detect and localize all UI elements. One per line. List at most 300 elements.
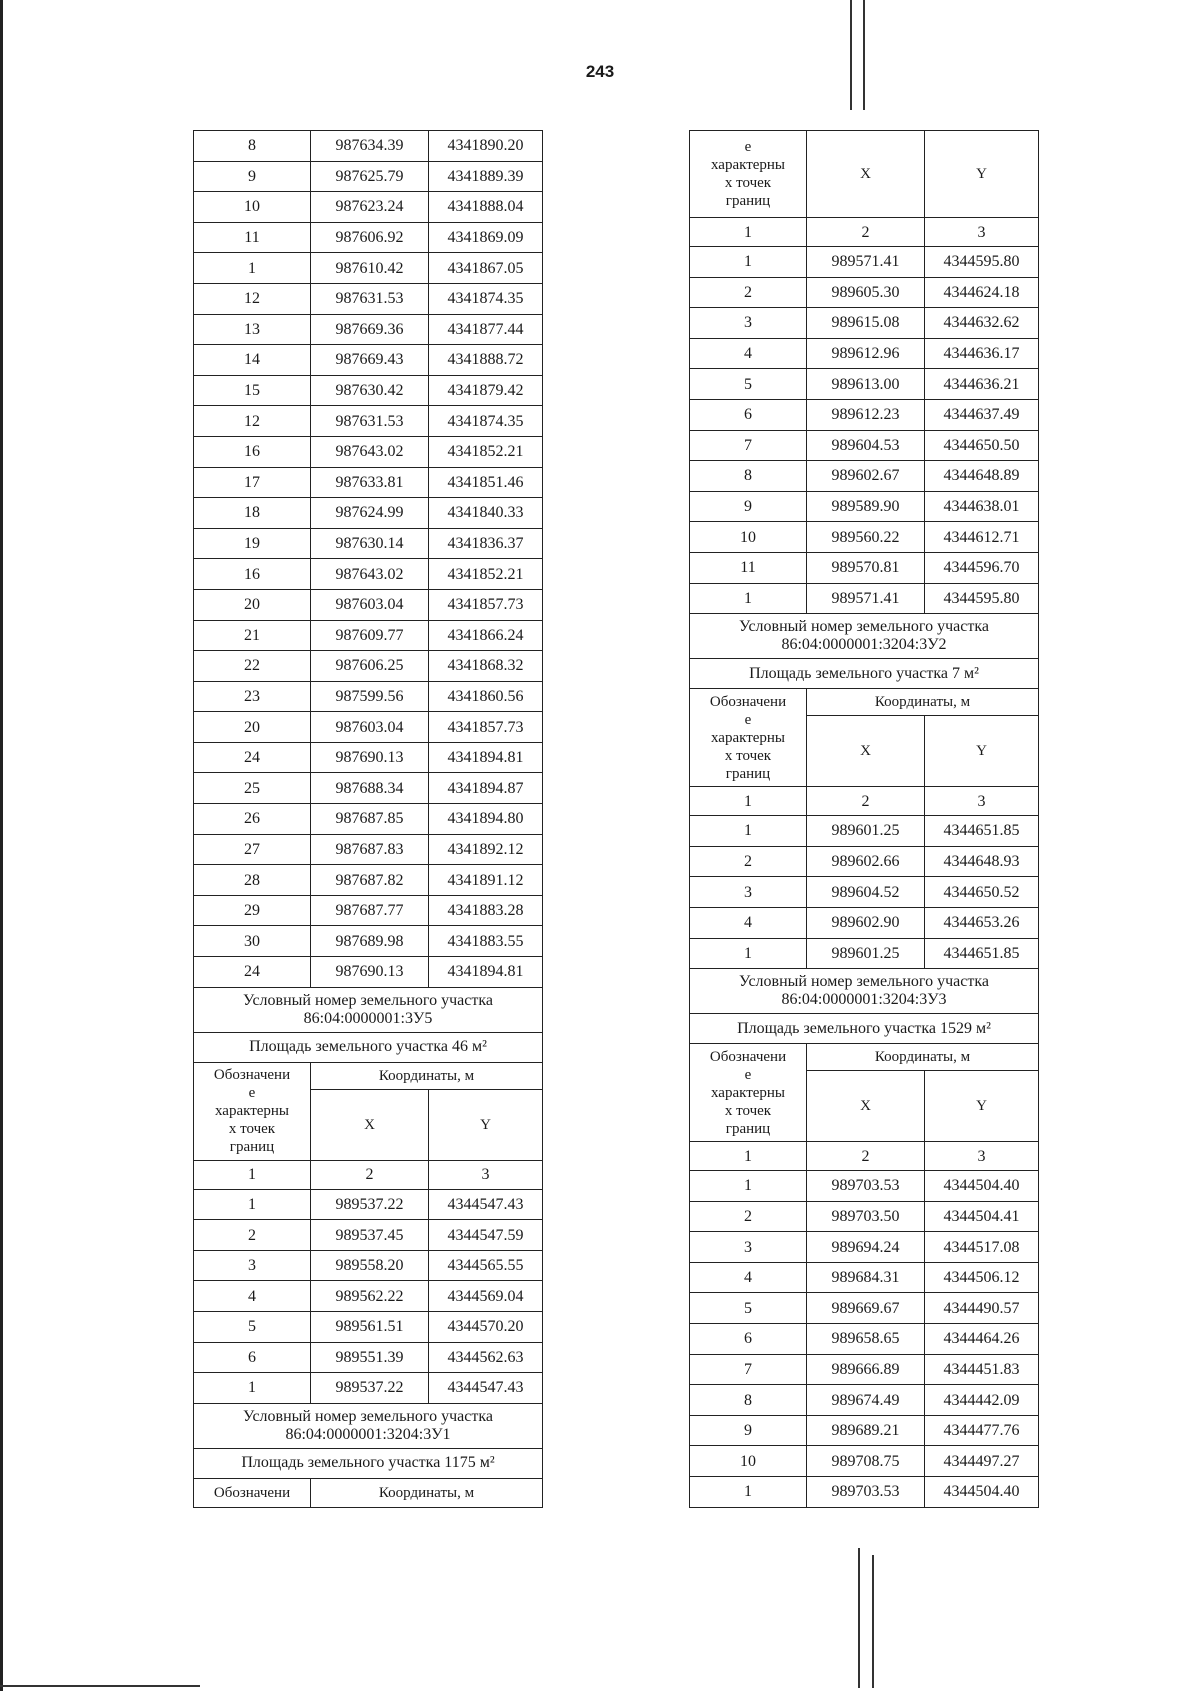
scan-binding-line bbox=[850, 0, 852, 110]
point-number-cell: 12 bbox=[194, 283, 311, 314]
y-coordinate-cell: 4341889.39 bbox=[429, 161, 543, 192]
y-coordinate-cell: 4344648.89 bbox=[925, 461, 1039, 492]
y-coordinate-cell: 4341883.28 bbox=[429, 895, 543, 926]
y-coordinate-cell: 4344464.26 bbox=[925, 1324, 1039, 1355]
table-row bbox=[194, 161, 543, 192]
table-row bbox=[690, 430, 1039, 461]
x-coordinate-cell: 989703.53 bbox=[807, 1171, 925, 1202]
table-row bbox=[690, 1293, 1039, 1324]
point-number-cell: 9 bbox=[690, 1415, 807, 1446]
y-coordinate-cell: 4341836.37 bbox=[429, 528, 543, 559]
x-coordinate-cell: 987606.92 bbox=[311, 222, 429, 253]
table-row bbox=[690, 907, 1039, 938]
table-row bbox=[690, 1171, 1039, 1202]
x-coordinate-cell: 987625.79 bbox=[311, 161, 429, 192]
x-coordinate-cell: 987631.53 bbox=[311, 406, 429, 437]
y-coordinate-cell: 4344451.83 bbox=[925, 1354, 1039, 1385]
x-axis-header: X bbox=[807, 131, 925, 218]
x-coordinate-cell: 989658.65 bbox=[807, 1324, 925, 1355]
y-coordinate-cell: 4341890.20 bbox=[429, 131, 543, 162]
column-number-cell: 1 bbox=[194, 1160, 311, 1189]
y-coordinate-cell: 4341874.35 bbox=[429, 283, 543, 314]
table-row bbox=[194, 589, 543, 620]
column-number-cell: 2 bbox=[807, 1142, 925, 1171]
point-number-cell: 2 bbox=[690, 846, 807, 877]
x-coordinate-cell: 987689.98 bbox=[311, 926, 429, 957]
y-coordinate-cell: 4344442.09 bbox=[925, 1385, 1039, 1416]
x-coordinate-cell: 989703.53 bbox=[807, 1477, 925, 1508]
x-coordinate-cell: 989537.22 bbox=[311, 1373, 429, 1404]
point-number-cell: 25 bbox=[194, 773, 311, 804]
table-row bbox=[194, 467, 543, 498]
x-coordinate-cell: 989612.96 bbox=[807, 338, 925, 369]
table-row bbox=[690, 552, 1039, 583]
table-row bbox=[690, 1262, 1039, 1293]
point-number-cell: 6 bbox=[194, 1342, 311, 1373]
x-coordinate-cell: 987609.77 bbox=[311, 620, 429, 651]
point-number-cell: 1 bbox=[690, 247, 807, 278]
point-number-cell: 3 bbox=[194, 1250, 311, 1281]
column-number-cell: 3 bbox=[429, 1160, 543, 1189]
column-number-row bbox=[690, 1142, 1039, 1171]
point-number-cell: 1 bbox=[690, 816, 807, 847]
y-coordinate-cell: 4341888.72 bbox=[429, 345, 543, 376]
x-coordinate-cell: 989674.49 bbox=[807, 1385, 925, 1416]
y-coordinate-cell: 4341867.05 bbox=[429, 253, 543, 284]
point-number-cell: 3 bbox=[690, 877, 807, 908]
x-axis-header: X bbox=[807, 1071, 925, 1142]
parcel-area-label: Площадь земельного участка 7 м² bbox=[690, 659, 1039, 689]
table-row bbox=[194, 834, 543, 865]
point-number-cell: 21 bbox=[194, 620, 311, 651]
point-number-cell: 23 bbox=[194, 681, 311, 712]
point-number-cell: 12 bbox=[194, 406, 311, 437]
x-coordinate-cell: 989604.53 bbox=[807, 430, 925, 461]
parcel-area-label-row bbox=[194, 1448, 543, 1478]
column-number-row bbox=[194, 1160, 543, 1189]
y-coordinate-cell: 4344638.01 bbox=[925, 491, 1039, 522]
table-row bbox=[194, 192, 543, 223]
point-number-cell: 8 bbox=[690, 461, 807, 492]
point-number-cell: 22 bbox=[194, 651, 311, 682]
parcel-number-label-row bbox=[690, 614, 1039, 659]
point-number-cell: 13 bbox=[194, 314, 311, 345]
y-coordinate-cell: 4341857.73 bbox=[429, 712, 543, 743]
parcel-area-label: Площадь земельного участка 46 м² bbox=[194, 1032, 543, 1062]
x-coordinate-cell: 989601.25 bbox=[807, 938, 925, 969]
column-number-cell: 2 bbox=[311, 1160, 429, 1189]
point-number-cell: 7 bbox=[690, 1354, 807, 1385]
point-number-cell: 1 bbox=[690, 1477, 807, 1508]
y-coordinate-cell: 4344565.55 bbox=[429, 1250, 543, 1281]
y-coordinate-cell: 4344547.43 bbox=[429, 1189, 543, 1220]
point-number-cell: 30 bbox=[194, 926, 311, 957]
left-coordinates-table bbox=[193, 130, 543, 1508]
point-number-cell: 15 bbox=[194, 375, 311, 406]
column-number-cell: 3 bbox=[925, 218, 1039, 247]
x-coordinate-cell: 989570.81 bbox=[807, 552, 925, 583]
x-coordinate-cell: 989571.41 bbox=[807, 247, 925, 278]
table-row bbox=[194, 681, 543, 712]
x-coordinate-cell: 989703.50 bbox=[807, 1201, 925, 1232]
point-number-cell: 4 bbox=[690, 907, 807, 938]
parcel-area-label-row bbox=[194, 1032, 543, 1062]
x-coordinate-cell: 987631.53 bbox=[311, 283, 429, 314]
y-coordinate-cell: 4344570.20 bbox=[429, 1312, 543, 1343]
point-number-cell: 2 bbox=[690, 277, 807, 308]
parcel-area-label-row bbox=[690, 1014, 1039, 1044]
table-row bbox=[690, 1477, 1039, 1508]
x-coordinate-cell: 989558.20 bbox=[311, 1250, 429, 1281]
column-number-row bbox=[690, 787, 1039, 816]
x-coordinate-cell: 987624.99 bbox=[311, 498, 429, 529]
header-row bbox=[690, 689, 1039, 716]
point-number-cell: 16 bbox=[194, 436, 311, 467]
x-coordinate-cell: 989551.39 bbox=[311, 1342, 429, 1373]
y-coordinate-cell: 4341840.33 bbox=[429, 498, 543, 529]
y-coordinate-cell: 4341866.24 bbox=[429, 620, 543, 651]
y-coordinate-cell: 4344632.62 bbox=[925, 308, 1039, 339]
x-coordinate-cell: 989560.22 bbox=[807, 522, 925, 553]
x-coordinate-cell: 989605.30 bbox=[807, 277, 925, 308]
x-coordinate-cell: 987669.43 bbox=[311, 345, 429, 376]
table-row bbox=[194, 559, 543, 590]
scan-binding-line bbox=[858, 1548, 860, 1688]
x-coordinate-cell: 989601.25 bbox=[807, 816, 925, 847]
x-coordinate-cell: 987603.04 bbox=[311, 589, 429, 620]
table-row bbox=[194, 283, 543, 314]
table-row bbox=[690, 308, 1039, 339]
table-row bbox=[194, 253, 543, 284]
table-row bbox=[690, 277, 1039, 308]
x-coordinate-cell: 989562.22 bbox=[311, 1281, 429, 1312]
table-row bbox=[194, 742, 543, 773]
point-number-cell: 18 bbox=[194, 498, 311, 529]
column-number-cell: 2 bbox=[807, 218, 925, 247]
header-row bbox=[194, 1478, 543, 1507]
y-coordinate-cell: 4341852.21 bbox=[429, 559, 543, 590]
x-coordinate-cell: 987688.34 bbox=[311, 773, 429, 804]
table-row bbox=[690, 938, 1039, 969]
table-row bbox=[194, 222, 543, 253]
x-coordinate-cell: 987603.04 bbox=[311, 712, 429, 743]
y-coordinate-cell: 4344651.85 bbox=[925, 938, 1039, 969]
page-number: 243 bbox=[585, 62, 615, 81]
table-row bbox=[690, 816, 1039, 847]
point-number-cell: 29 bbox=[194, 895, 311, 926]
y-coordinate-cell: 4344504.41 bbox=[925, 1201, 1039, 1232]
point-number-cell: 14 bbox=[194, 345, 311, 376]
x-coordinate-cell: 989615.08 bbox=[807, 308, 925, 339]
point-number-cell: 24 bbox=[194, 742, 311, 773]
point-number-cell: 20 bbox=[194, 712, 311, 743]
y-coordinate-cell: 4344497.27 bbox=[925, 1446, 1039, 1477]
point-number-cell: 2 bbox=[194, 1220, 311, 1251]
y-coordinate-cell: 4344562.63 bbox=[429, 1342, 543, 1373]
x-coordinate-cell: 989708.75 bbox=[807, 1446, 925, 1477]
y-coordinate-cell: 4341857.73 bbox=[429, 589, 543, 620]
table-row bbox=[690, 1232, 1039, 1263]
parcel-number-label: Условный номер земельного участка 86:04:0000001:3204:3У3 bbox=[690, 969, 1039, 1014]
point-number-cell: 1 bbox=[194, 253, 311, 284]
point-number-cell: 20 bbox=[194, 589, 311, 620]
table-row bbox=[194, 957, 543, 988]
table-row bbox=[194, 1189, 543, 1220]
point-number-cell: 6 bbox=[690, 399, 807, 430]
y-coordinate-cell: 4341860.56 bbox=[429, 681, 543, 712]
x-coordinate-cell: 989561.51 bbox=[311, 1312, 429, 1343]
point-number-cell: 9 bbox=[194, 161, 311, 192]
y-coordinate-cell: 4344595.80 bbox=[925, 583, 1039, 614]
y-coordinate-cell: 4344569.04 bbox=[429, 1281, 543, 1312]
point-number-cell: 5 bbox=[194, 1312, 311, 1343]
table-row bbox=[690, 247, 1039, 278]
y-coordinate-cell: 4344490.57 bbox=[925, 1293, 1039, 1324]
header-row bbox=[690, 131, 1039, 218]
table-row bbox=[690, 1354, 1039, 1385]
designation-header: Обозначени е характерны х точек границ bbox=[690, 689, 807, 787]
x-coordinate-cell: 987599.56 bbox=[311, 681, 429, 712]
x-coordinate-cell: 987687.82 bbox=[311, 865, 429, 896]
table-row bbox=[194, 375, 543, 406]
table-row bbox=[194, 712, 543, 743]
designation-header: е характерны х точек границ bbox=[690, 131, 807, 218]
header-row bbox=[194, 1062, 543, 1089]
point-number-cell: 1 bbox=[690, 583, 807, 614]
point-number-cell: 3 bbox=[690, 308, 807, 339]
point-number-cell: 19 bbox=[194, 528, 311, 559]
point-number-cell: 7 bbox=[690, 430, 807, 461]
table-row bbox=[194, 895, 543, 926]
header-row bbox=[690, 1044, 1039, 1071]
table-row bbox=[690, 1324, 1039, 1355]
y-coordinate-cell: 4341868.32 bbox=[429, 651, 543, 682]
table-row bbox=[690, 1446, 1039, 1477]
point-number-cell: 5 bbox=[690, 1293, 807, 1324]
coordinates-header: Координаты, м bbox=[807, 1044, 1039, 1071]
x-coordinate-cell: 987687.85 bbox=[311, 804, 429, 835]
y-coordinate-cell: 4344624.18 bbox=[925, 277, 1039, 308]
point-number-cell: 10 bbox=[690, 1446, 807, 1477]
y-coordinate-cell: 4341894.87 bbox=[429, 773, 543, 804]
point-number-cell: 9 bbox=[690, 491, 807, 522]
x-coordinate-cell: 989604.52 bbox=[807, 877, 925, 908]
table-row bbox=[690, 461, 1039, 492]
y-coordinate-cell: 4344648.93 bbox=[925, 846, 1039, 877]
y-coordinate-cell: 4341894.80 bbox=[429, 804, 543, 835]
column-number-cell: 1 bbox=[690, 787, 807, 816]
table-row bbox=[690, 338, 1039, 369]
x-coordinate-cell: 987630.42 bbox=[311, 375, 429, 406]
table-row bbox=[194, 773, 543, 804]
point-number-cell: 1 bbox=[194, 1189, 311, 1220]
point-number-cell: 16 bbox=[194, 559, 311, 590]
x-coordinate-cell: 987690.13 bbox=[311, 742, 429, 773]
designation-header: Обозначени е характерны х точек границ bbox=[194, 1062, 311, 1160]
designation-header: Обозначени bbox=[194, 1478, 311, 1507]
x-coordinate-cell: 989537.45 bbox=[311, 1220, 429, 1251]
point-number-cell: 10 bbox=[194, 192, 311, 223]
x-coordinate-cell: 987633.81 bbox=[311, 467, 429, 498]
x-coordinate-cell: 987634.39 bbox=[311, 131, 429, 162]
y-coordinate-cell: 4344650.52 bbox=[925, 877, 1039, 908]
point-number-cell: 17 bbox=[194, 467, 311, 498]
y-coordinate-cell: 4341879.42 bbox=[429, 375, 543, 406]
y-coordinate-cell: 4344596.70 bbox=[925, 552, 1039, 583]
column-number-row bbox=[690, 218, 1039, 247]
x-coordinate-cell: 987630.14 bbox=[311, 528, 429, 559]
point-number-cell: 4 bbox=[690, 338, 807, 369]
y-axis-header: Y bbox=[925, 1071, 1039, 1142]
point-number-cell: 5 bbox=[690, 369, 807, 400]
point-number-cell: 3 bbox=[690, 1232, 807, 1263]
x-coordinate-cell: 987687.77 bbox=[311, 895, 429, 926]
point-number-cell: 26 bbox=[194, 804, 311, 835]
point-number-cell: 4 bbox=[194, 1281, 311, 1312]
parcel-area-label: Площадь земельного участка 1529 м² bbox=[690, 1014, 1039, 1044]
column-number-cell: 3 bbox=[925, 1142, 1039, 1171]
y-coordinate-cell: 4344547.59 bbox=[429, 1220, 543, 1251]
parcel-area-label-row bbox=[690, 659, 1039, 689]
point-number-cell: 11 bbox=[194, 222, 311, 253]
x-coordinate-cell: 989689.21 bbox=[807, 1415, 925, 1446]
y-coordinate-cell: 4341892.12 bbox=[429, 834, 543, 865]
x-coordinate-cell: 989602.66 bbox=[807, 846, 925, 877]
coordinates-header: Координаты, м bbox=[311, 1062, 543, 1089]
x-axis-header: X bbox=[311, 1089, 429, 1160]
parcel-number-label-row bbox=[690, 969, 1039, 1014]
table-row bbox=[194, 1281, 543, 1312]
x-coordinate-cell: 987610.42 bbox=[311, 253, 429, 284]
table-row bbox=[690, 1415, 1039, 1446]
table-row bbox=[690, 491, 1039, 522]
y-coordinate-cell: 4344504.40 bbox=[925, 1171, 1039, 1202]
point-number-cell: 1 bbox=[690, 1171, 807, 1202]
x-axis-header: X bbox=[807, 716, 925, 787]
parcel-number-label: Условный номер земельного участка 86:04:0000001:3204:3У1 bbox=[194, 1403, 543, 1448]
parcel-number-label-row bbox=[194, 987, 543, 1032]
y-axis-header: Y bbox=[429, 1089, 543, 1160]
scan-bottom-rule bbox=[0, 1685, 200, 1687]
table-row bbox=[194, 314, 543, 345]
scan-edge-line bbox=[0, 0, 3, 1691]
point-number-cell: 2 bbox=[690, 1201, 807, 1232]
y-coordinate-cell: 4344504.40 bbox=[925, 1477, 1039, 1508]
point-number-cell: 1 bbox=[194, 1373, 311, 1404]
table-row bbox=[194, 620, 543, 651]
y-coordinate-cell: 4344636.21 bbox=[925, 369, 1039, 400]
designation-header: Обозначени е характерны х точек границ bbox=[690, 1044, 807, 1142]
y-coordinate-cell: 4344637.49 bbox=[925, 399, 1039, 430]
y-coordinate-cell: 4344595.80 bbox=[925, 247, 1039, 278]
x-coordinate-cell: 989537.22 bbox=[311, 1189, 429, 1220]
coordinates-header: Координаты, м bbox=[807, 689, 1039, 716]
point-number-cell: 8 bbox=[690, 1385, 807, 1416]
point-number-cell: 28 bbox=[194, 865, 311, 896]
column-number-cell: 1 bbox=[690, 218, 807, 247]
y-axis-header: Y bbox=[925, 716, 1039, 787]
table-row bbox=[194, 406, 543, 437]
table-row bbox=[690, 522, 1039, 553]
right-coordinates-table bbox=[689, 130, 1039, 1508]
x-coordinate-cell: 987687.83 bbox=[311, 834, 429, 865]
y-coordinate-cell: 4341894.81 bbox=[429, 742, 543, 773]
scan-binding-line bbox=[863, 0, 865, 110]
column-number-cell: 3 bbox=[925, 787, 1039, 816]
column-number-cell: 1 bbox=[690, 1142, 807, 1171]
y-coordinate-cell: 4344653.26 bbox=[925, 907, 1039, 938]
x-coordinate-cell: 989602.67 bbox=[807, 461, 925, 492]
scan-binding-line bbox=[872, 1555, 874, 1688]
table-row bbox=[690, 399, 1039, 430]
table-row bbox=[194, 651, 543, 682]
x-coordinate-cell: 987643.02 bbox=[311, 559, 429, 590]
parcel-number-label: Условный номер земельного участка 86:04:0000001:3204:3У2 bbox=[690, 614, 1039, 659]
point-number-cell: 1 bbox=[690, 938, 807, 969]
y-coordinate-cell: 4341883.55 bbox=[429, 926, 543, 957]
point-number-cell: 8 bbox=[194, 131, 311, 162]
x-coordinate-cell: 987690.13 bbox=[311, 957, 429, 988]
table-row bbox=[194, 131, 543, 162]
coordinates-header: Координаты, м bbox=[311, 1478, 543, 1507]
y-coordinate-cell: 4341888.04 bbox=[429, 192, 543, 223]
parcel-number-label-row bbox=[194, 1403, 543, 1448]
table-row bbox=[194, 1312, 543, 1343]
table-row bbox=[194, 1250, 543, 1281]
y-coordinate-cell: 4344651.85 bbox=[925, 816, 1039, 847]
column-number-cell: 2 bbox=[807, 787, 925, 816]
x-coordinate-cell: 987669.36 bbox=[311, 314, 429, 345]
table-row bbox=[690, 1201, 1039, 1232]
point-number-cell: 10 bbox=[690, 522, 807, 553]
table-row bbox=[194, 1373, 543, 1404]
table-row bbox=[194, 1220, 543, 1251]
x-coordinate-cell: 989669.67 bbox=[807, 1293, 925, 1324]
table-row bbox=[194, 345, 543, 376]
y-coordinate-cell: 4344547.43 bbox=[429, 1373, 543, 1404]
y-coordinate-cell: 4344517.08 bbox=[925, 1232, 1039, 1263]
x-coordinate-cell: 987623.24 bbox=[311, 192, 429, 223]
x-coordinate-cell: 989666.89 bbox=[807, 1354, 925, 1385]
point-number-cell: 4 bbox=[690, 1262, 807, 1293]
y-axis-header: Y bbox=[925, 131, 1039, 218]
table-row bbox=[690, 877, 1039, 908]
table-row bbox=[690, 369, 1039, 400]
x-coordinate-cell: 989612.23 bbox=[807, 399, 925, 430]
table-row bbox=[194, 498, 543, 529]
table-row bbox=[194, 926, 543, 957]
y-coordinate-cell: 4341874.35 bbox=[429, 406, 543, 437]
x-coordinate-cell: 989589.90 bbox=[807, 491, 925, 522]
table-row bbox=[194, 436, 543, 467]
y-coordinate-cell: 4341877.44 bbox=[429, 314, 543, 345]
x-coordinate-cell: 989602.90 bbox=[807, 907, 925, 938]
y-coordinate-cell: 4344650.50 bbox=[925, 430, 1039, 461]
x-coordinate-cell: 989684.31 bbox=[807, 1262, 925, 1293]
point-number-cell: 24 bbox=[194, 957, 311, 988]
parcel-area-label: Площадь земельного участка 1175 м² bbox=[194, 1448, 543, 1478]
y-coordinate-cell: 4344477.76 bbox=[925, 1415, 1039, 1446]
point-number-cell: 6 bbox=[690, 1324, 807, 1355]
point-number-cell: 11 bbox=[690, 552, 807, 583]
table-row bbox=[690, 846, 1039, 877]
table-row bbox=[194, 528, 543, 559]
y-coordinate-cell: 4341852.21 bbox=[429, 436, 543, 467]
y-coordinate-cell: 4344506.12 bbox=[925, 1262, 1039, 1293]
y-coordinate-cell: 4341869.09 bbox=[429, 222, 543, 253]
y-coordinate-cell: 4341851.46 bbox=[429, 467, 543, 498]
table-row bbox=[194, 1342, 543, 1373]
